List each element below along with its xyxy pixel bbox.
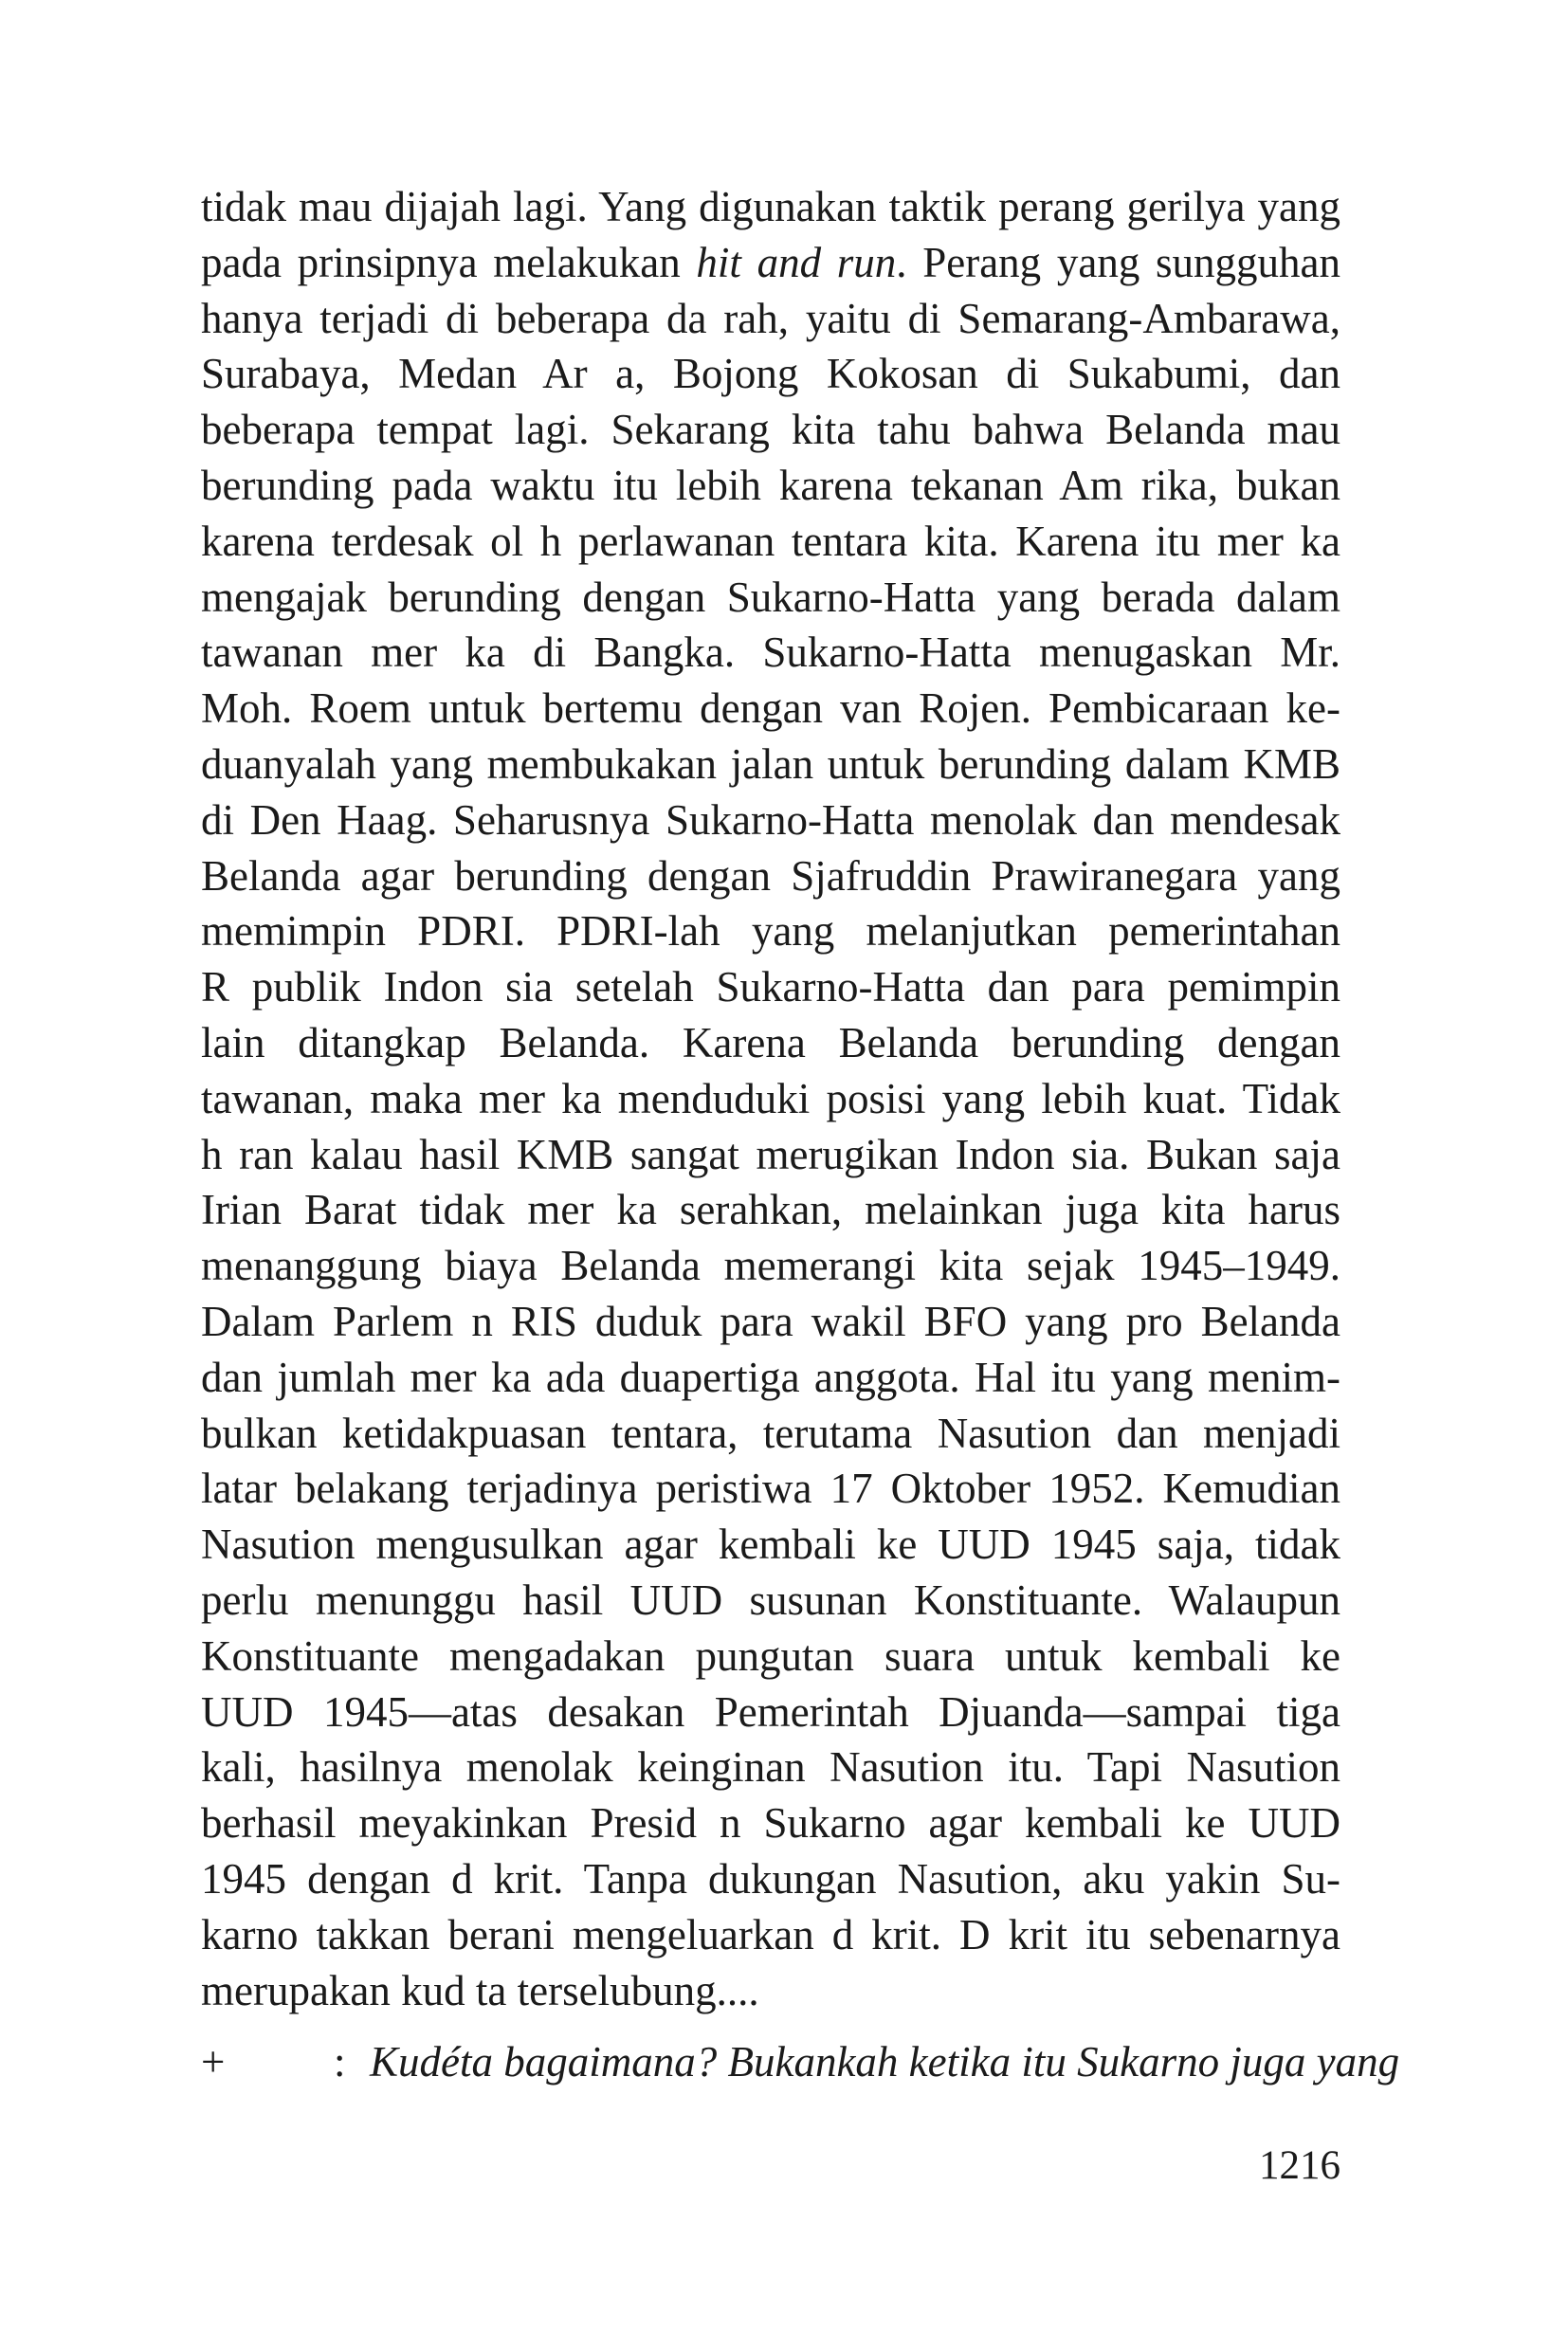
text-line: tawanan mer ka di Bangka. Sukarno-Hatta menugaskan Mr.	[201, 628, 1340, 677]
body-text	[201, 179, 1340, 2018]
text-line: perlu menunggu hasil UUD susunan Konstituante. Walaupun	[201, 1576, 1340, 1624]
text-line: memimpin PDRI. PDRI-lah yang melanjutkan pemerintahan	[201, 907, 1340, 956]
text-line: mengajak berunding dengan Sukarno-Hatta yang berada dalam	[201, 573, 1340, 621]
text-line: kali, hasilnya menolak keinginan Nasution itu. Tapi Nasution	[201, 1743, 1340, 1792]
text-line: pada prinsipnya melakukan hit and run. Perang yang sungguhan	[201, 238, 1340, 286]
text-line: tawanan, maka mer ka menduduki posisi yang lebih kuat. Tidak	[201, 1074, 1340, 1122]
italic-phrase: hit and run	[696, 238, 897, 286]
text-line: dan jumlah mer ka ada duapertiga anggota. Hal itu yang menim-	[201, 1353, 1340, 1401]
text-line: lain ditangkap Belanda. Karena Belanda berunding dengan	[201, 1018, 1340, 1066]
text-line: tidak mau dijajah lagi. Yang digunakan taktik perang gerilya yang	[201, 183, 1340, 230]
text-line: karno takkan berani mengeluarkan d krit. D krit itu sebenarnya	[201, 1910, 1340, 1958]
text-line: Surabaya, Medan Ar a, Bojong Kokosan di Sukabumi, dan	[201, 350, 1340, 398]
dialogue-question: Kudéta bagaimana? Bukankah ketika itu Sukarno juga yang	[370, 2038, 1400, 2086]
text-line: Irian Barat tidak mer ka serahkan, melainkan juga kita harus	[201, 1186, 1340, 1234]
text-line: berhasil meyakinkan Presid n Sukarno agar kembali ke UUD	[201, 1799, 1340, 1848]
speaker-marker: +	[201, 2038, 226, 2086]
text-line: duanyalah yang membukakan jalan untuk berunding dalam KMB	[201, 739, 1340, 788]
text-line: UUD 1945—atas desakan Pemerintah Djuanda—sampai tiga	[201, 1687, 1340, 1736]
text-line: Moh. Roem untuk bertemu dengan van Rojen. Pembicaraan ke-	[201, 684, 1340, 733]
dialogue-line	[201, 2033, 1400, 2090]
text-line: karena terdesak ol h perlawanan tentara kita. Karena itu mer ka	[201, 517, 1340, 565]
text-line: h ran kalau hasil KMB sangat merugikan Indon sia. Bukan saja	[201, 1130, 1340, 1178]
text-line: hanya terjadi di beberapa da rah, yaitu di Semarang-Ambarawa,	[201, 294, 1340, 342]
text-line: di Den Haag. Seharusnya Sukarno-Hatta menolak dan mendesak	[201, 795, 1340, 844]
text-line: Belanda agar berunding dengan Sjafruddin Prawiranegara yang	[201, 851, 1340, 900]
text-line: latar belakang terjadinya peristiwa 17 Oktober 1952. Kemudian	[201, 1465, 1340, 1513]
page-number: 1216	[1259, 2143, 1340, 2188]
text-line: Nasution mengusulkan agar kembali ke UUD 1945 saja, tidak	[201, 1521, 1340, 1569]
text-line: beberapa tempat lagi. Sekarang kita tahu bahwa Belanda mau	[201, 406, 1340, 454]
text-line: R publik Indon sia setelah Sukarno-Hatta dan para pemimpin	[201, 963, 1340, 1011]
text-line: berunding pada waktu itu lebih karena tekanan Am rika, bukan	[201, 461, 1340, 509]
text-line: merupakan kud ta terselubung....	[201, 1966, 759, 2014]
text-line: 1945 dengan d krit. Tanpa dukungan Nasution, aku yakin Su-	[201, 1854, 1340, 1903]
dialogue-colon: :	[334, 2038, 346, 2086]
text-line: menanggung biaya Belanda memerangi kita sejak 1945–1949.	[201, 1242, 1340, 1290]
text-line: bulkan ketidakpuasan tentara, terutama Nasution dan menjadi	[201, 1409, 1340, 1457]
text-line: Dalam Parlem n RIS duduk para wakil BFO yang pro Belanda	[201, 1297, 1340, 1345]
text-line: Konstituante mengadakan pungutan suara untuk kembali ke	[201, 1631, 1340, 1680]
